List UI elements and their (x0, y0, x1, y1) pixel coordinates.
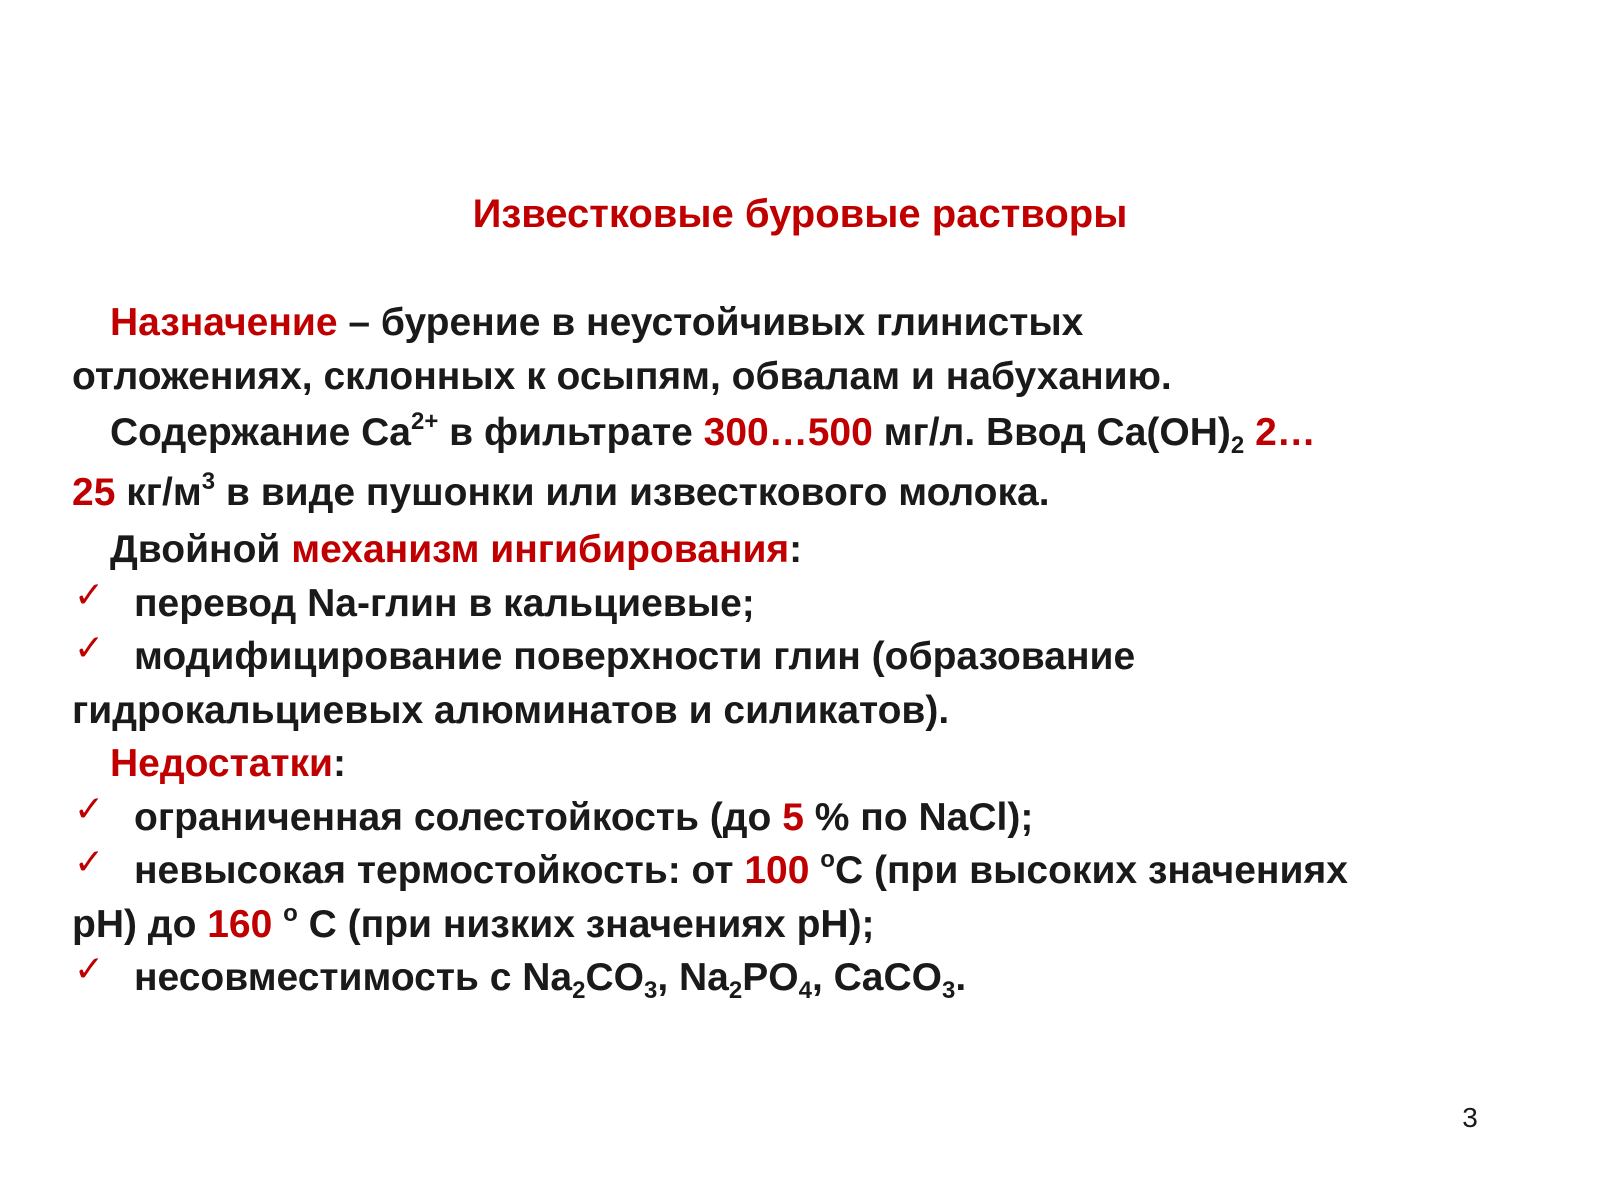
content-text: кг/м (115, 471, 202, 514)
list-item-text: С (при высоких значениях (834, 849, 1348, 892)
purpose-line-2 (72, 350, 1532, 404)
list-item-text (272, 903, 283, 946)
list-item-text: перевод Na-глин в кальциевые; (134, 581, 755, 625)
content-line-1 (72, 403, 1532, 463)
check-icon: ✓ (74, 628, 105, 669)
formula-subscript: 3 (941, 977, 956, 1005)
cubic-superscript: 3 (201, 468, 216, 496)
purpose-text-1: – бурение в неустойчивых глинистых (337, 301, 1084, 344)
check-icon: ✓ (74, 842, 105, 883)
salt-limit-value: 5 (782, 795, 804, 839)
drawbacks-line (72, 737, 1532, 791)
list-item-text: , Na (657, 956, 729, 999)
mechanism-label: механизм ингибирования (291, 528, 790, 571)
list-item-text: модифицирование поверхности глин (образование (134, 635, 1136, 678)
content-line-2 (72, 463, 1532, 523)
content-text (1244, 411, 1255, 454)
ca-charge-superscript: 2+ (410, 408, 439, 436)
degree-superscript: о (820, 846, 835, 874)
formula-subscript: 3 (643, 977, 658, 1005)
dose-value-end: 25 (72, 471, 116, 514)
content-text: мг/л. Ввод Ca(OH) (872, 411, 1231, 454)
list-item-text: гидрокальциевых алюминатов и силикатов). (72, 688, 950, 732)
mechanism-text: Двойной (110, 528, 292, 571)
check-icon: ✓ (74, 574, 105, 616)
purpose-line-1 (72, 296, 1532, 350)
oh-subscript: 2 (1230, 432, 1245, 460)
formula-subscript: 2 (728, 977, 743, 1005)
list-item-continuation (72, 898, 1532, 952)
list-item-text: ограниченная солестойкость (до (134, 795, 783, 839)
formula-subscript: 4 (798, 977, 812, 1005)
temperature-high-value: 160 (207, 902, 273, 946)
drawbacks-colon: : (333, 742, 346, 785)
mechanism-line (72, 523, 1532, 577)
ca-concentration-value: 300…500 (703, 411, 873, 454)
formula-subscript: 2 (572, 977, 586, 1005)
purpose-text-2: отложениях, склонных к осыпям, обвалам и набуханию. (72, 354, 1172, 398)
list-item-continuation (72, 684, 1532, 738)
list-item-text: % по NaCl); (803, 795, 1034, 839)
degree-superscript: о (283, 899, 298, 927)
purpose-label: Назначение (110, 301, 338, 344)
slide-title: Известковые буровые растворы (472, 192, 1128, 236)
list-item-text: несовместимость с Na (134, 956, 573, 999)
check-icon: ✓ (74, 949, 105, 990)
content-text: в виде пушонки или известкового молока. (215, 471, 1050, 514)
mechanism-colon: : (789, 528, 803, 571)
list-item-text: pH) до (72, 902, 208, 946)
page-number: 3 (1462, 1102, 1478, 1133)
dose-value-start: 2… (1255, 411, 1316, 454)
slide-body (72, 296, 1532, 1005)
list-item-text: невысокая термостойкость: от (134, 849, 745, 892)
list-item-text: , CaCO (811, 956, 942, 999)
check-icon: ✓ (74, 788, 105, 830)
list-item-text: С (при низких значениях pH); (297, 902, 875, 946)
list-item-text: . (955, 956, 967, 999)
temperature-low-value: 100 (744, 849, 810, 892)
list-item-text: PO (742, 956, 799, 999)
list-item-text (809, 849, 820, 892)
content-text: Содержание Ca (110, 411, 411, 454)
content-text: в фильтрате (438, 411, 704, 454)
drawbacks-label: Недостатки (110, 742, 333, 785)
list-item (72, 574, 1532, 631)
list-item (72, 951, 1532, 1005)
list-item-text: CO (585, 956, 644, 999)
list-item (72, 630, 1532, 684)
list-item (72, 788, 1532, 845)
list-item (72, 844, 1532, 898)
